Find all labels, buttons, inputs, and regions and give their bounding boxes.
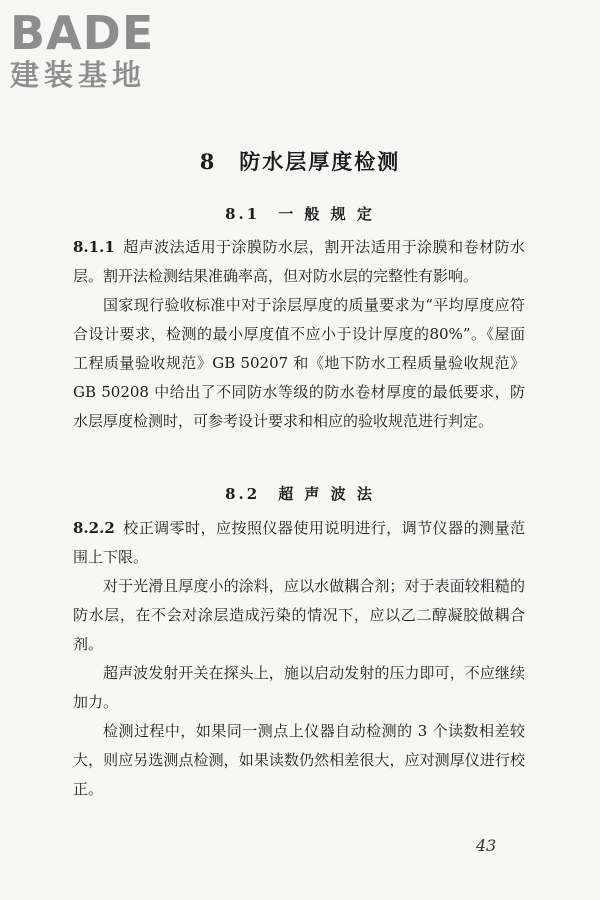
section-8-1-body [73, 233, 525, 436]
section-8-2-body [73, 514, 525, 804]
logo [10, 8, 180, 92]
clause-text: 超声波法适用于涂膜防水层，割开法适用于涂膜和卷材防水层。割开法检测结果准确率高，但对防水层的完整性有影响。 [73, 238, 525, 285]
page-number: 43 [476, 836, 497, 855]
paragraph: 国家现行验收标准中对于涂层厚度的质量要求为“平均厚度应符合设计要求，检测的最小厚度值不应小于设计厚度的80%”。《屋面工程质量验收规范》GB 50207 和《地下防水工程质量验收规范》GB 50208 中给出了不同防水等级的防水卷材厚度的最低要求，防水层厚度检测时，可参考设计要求和相应的验收规范进行判定。 [73, 296, 525, 430]
paragraph: 超声波发射开关在探头上，施以启动发射的压力即可，不应继续加力。 [73, 664, 525, 711]
logo-subtitle: 建装基地 [10, 58, 147, 92]
logo-wordmark: BADE [10, 6, 155, 60]
chapter-title: 8 防水层厚度检测 [199, 149, 401, 174]
clause-8-1-1 [73, 233, 525, 291]
clause-text: 校正调零时，应按照仪器使用说明进行，调节仪器的测量范围上下限。 [73, 519, 525, 566]
clause-number: 8.2.2 [73, 519, 115, 537]
section-title-8-1: 8.1 一 般 规 定 [225, 205, 375, 223]
clause-8-2-2 [73, 514, 525, 572]
paragraph: 对于光滑且厚度小的涂料，应以水做耦合剂；对于表面较粗糙的防水层，在不会对涂层造成污染的情况下，应以乙二醇凝胶做耦合剂。 [73, 577, 525, 653]
clause-number: 8.1.1 [73, 238, 115, 256]
paragraph: 检测过程中，如果同一测点上仪器自动检测的 3 个读数相差较大，则应另选测点检测，如果读数仍然相差很大，应对测厚仪进行校正。 [73, 722, 525, 798]
section-title-8-2: 8.2 超 声 波 法 [225, 485, 375, 503]
